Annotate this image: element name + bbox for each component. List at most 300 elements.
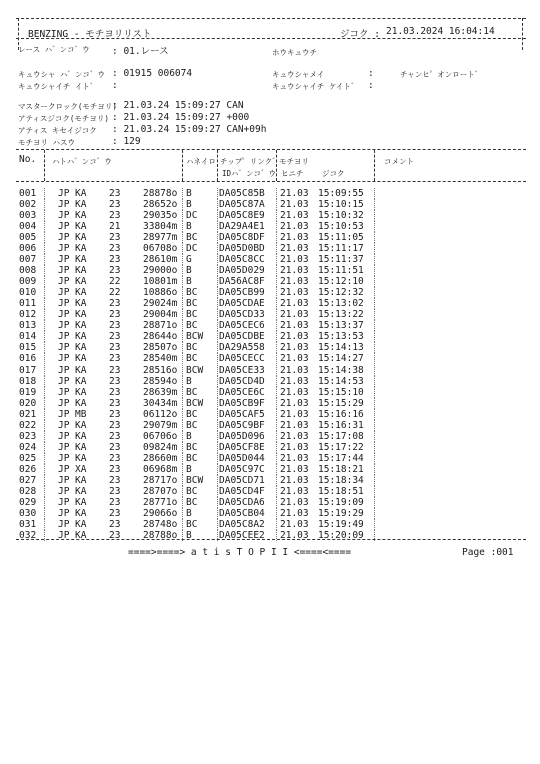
cell-f: BC [186,452,198,464]
member-name-value: チャンヒ゜オンロート゛ [400,70,483,79]
cell-r: KA [75,331,87,343]
cell-id: DA05CE33 [219,364,265,376]
col-sep [44,365,45,376]
cell-id: DA05CD4D [219,375,265,387]
col-sep [44,243,45,254]
col-sep [276,475,277,486]
cell-c: JP [58,276,70,288]
cell-d: 21.03 [280,298,309,310]
cell-t: 15:19:49 [318,518,364,530]
cell-r: KA [75,276,87,288]
table-row [0,409,540,420]
col-sep [217,442,218,453]
cell-id: DA56AC8F [219,276,265,288]
col-sep [374,387,375,398]
cell-id: DA05CEE2 [219,529,265,541]
col-sep [276,265,277,276]
cell-n: 28594o [143,375,178,387]
cell-t: 15:18:21 [318,463,364,475]
cell-y: 23 [109,309,121,321]
table-row [0,342,540,353]
cell-f: BC [186,496,198,508]
cell-d: 21.03 [280,507,309,519]
cell-id: DA05C8E9 [219,210,265,222]
col-sep [217,376,218,387]
col-sep [374,309,375,320]
col-sep [217,150,218,181]
cell-r: KA [75,430,87,442]
cell-y: 23 [109,364,121,376]
cell-c: JP [58,342,70,354]
cell-f: BC [186,419,198,431]
table-row [0,431,540,442]
table-row [0,519,540,530]
col-sep [182,265,183,276]
col-sep [374,320,375,331]
cell-n: 28639m [143,386,178,398]
cell-id: DA05CDBE [219,331,265,343]
cell-id: DA05C97C [219,463,265,475]
col-header-comment: コメント [384,157,414,166]
cell-no: 024 [19,441,37,453]
col-sep [276,309,277,320]
cell-no: 028 [19,485,37,497]
cell-id: DA05CAF5 [219,408,265,420]
longitude-value: : [368,80,374,91]
cell-y: 23 [109,254,121,266]
col-sep [44,320,45,331]
cell-d: 21.03 [280,375,309,387]
cell-t: 15:10:53 [318,221,364,233]
col-sep [374,199,375,210]
col-sep [44,453,45,464]
cell-c: JP [58,364,70,376]
table-row [0,486,540,497]
cell-c: JP [58,430,70,442]
col-sep [374,376,375,387]
col-sep [217,431,218,442]
col-sep [276,464,277,475]
cell-no: 017 [19,364,37,376]
footer-banner: ====>====> a t i s T O P I I <====<==== [128,547,352,558]
cell-c: JP [58,375,70,387]
cell-no: 007 [19,254,37,266]
cell-f: BCW [186,474,204,486]
col-sep [182,254,183,265]
latitude-label: キュウシャイチ イト゛ [18,82,98,91]
col-sep [276,453,277,464]
col-sep [217,353,218,364]
table-row [0,309,540,320]
cell-id: DA05CEC6 [219,320,265,332]
cell-no: 027 [19,474,37,486]
col-sep [44,442,45,453]
cell-c: JP [58,243,70,255]
cell-t: 15:17:22 [318,441,364,453]
cell-d: 21.03 [280,287,309,299]
col-sep [276,398,277,409]
cell-d: 21.03 [280,353,309,365]
col-sep [374,431,375,442]
col-sep [374,243,375,254]
cell-no: 013 [19,320,37,332]
clock-value: : 21.03.24 15:09:27 CAN+09h [112,124,267,135]
race-label: レース ハ゛ンコ゛ウ [18,45,90,54]
cell-t: 15:10:32 [318,210,364,222]
col-sep [182,475,183,486]
cell-r: KA [75,441,87,453]
col-sep [374,486,375,497]
cell-id: DA05C8A2 [219,518,265,530]
table-row [0,508,540,519]
col-sep [217,287,218,298]
print-time-label: ジコク : [340,29,380,40]
col-sep [217,276,218,287]
col-sep [44,188,45,199]
col-sep [44,254,45,265]
release-point-label: ホウキュウチ [272,48,317,57]
cell-c: JP [58,353,70,365]
col-sep [276,409,277,420]
col-sep [182,486,183,497]
col-sep [374,210,375,221]
cell-id: DA05D096 [219,430,265,442]
cell-t: 15:16:31 [318,419,364,431]
cell-no: 001 [19,188,37,199]
cell-no: 009 [19,276,37,288]
col-sep [374,254,375,265]
cell-no: 022 [19,419,37,431]
col-sep [217,210,218,221]
clock-label: モチヨリ ハスウ [18,138,76,147]
col-sep [374,519,375,530]
table-row [0,420,540,431]
cell-no: 003 [19,210,37,222]
col-sep [217,398,218,409]
cell-d: 21.03 [280,243,309,255]
col-sep [276,210,277,221]
cell-y: 23 [109,430,121,442]
cell-r: KA [75,243,87,255]
cell-r: KA [75,309,87,321]
col-sep [217,519,218,530]
col-sep [44,475,45,486]
cell-f: B [186,199,192,210]
cell-c: JP [58,188,70,199]
table-row [0,232,540,243]
cell-d: 21.03 [280,474,309,486]
cell-r: KA [75,419,87,431]
cell-d: 21.03 [280,463,309,475]
cell-r: KA [75,342,87,354]
cell-id: DA05CDAE [219,298,265,310]
print-time-value: 21.03.2024 16:04:14 [386,26,495,37]
cell-y: 23 [109,298,121,310]
col-sep [374,475,375,486]
col-sep [276,276,277,287]
cell-y: 23 [109,419,121,431]
col-sep [44,150,45,181]
cell-n: 28771o [143,496,178,508]
cell-n: 29079m [143,419,178,431]
cell-d: 21.03 [280,276,309,288]
cell-id: DA05CDA6 [219,496,265,508]
col-sep [44,398,45,409]
col-sep [182,309,183,320]
cell-d: 21.03 [280,265,309,277]
table-row [0,398,540,409]
col-sep [276,376,277,387]
cell-t: 15:15:29 [318,397,364,409]
cell-no: 026 [19,463,37,475]
col-sep [217,331,218,342]
cell-f: BC [186,485,198,497]
col-sep [44,298,45,309]
cell-y: 23 [109,265,121,277]
col-sep [44,519,45,530]
cell-f: B [186,221,192,233]
cell-y: 23 [109,199,121,210]
col-sep [374,298,375,309]
cell-r: KA [75,254,87,266]
cell-y: 23 [109,485,121,497]
cell-f: BC [186,518,198,530]
cell-d: 21.03 [280,254,309,266]
cell-n: 29000o [143,265,178,277]
cell-c: JP [58,265,70,277]
cell-t: 15:11:05 [318,232,364,244]
cell-id: DA05C9BF [219,419,265,431]
col-sep [182,287,183,298]
table-row [0,254,540,265]
cell-d: 21.03 [280,496,309,508]
cell-y: 21 [109,221,121,233]
cell-r: KA [75,375,87,387]
col-sep [217,365,218,376]
cell-id: DA05C85B [219,188,265,199]
cell-no: 005 [19,232,37,244]
cell-c: JP [58,232,70,244]
table-row [0,287,540,298]
cell-n: 06968m [143,463,178,475]
table-row [0,265,540,276]
cell-c: JP [58,452,70,464]
col-sep [182,353,183,364]
col-header-time: ジコク [322,169,345,178]
col-sep [374,188,375,199]
cell-c: JP [58,518,70,530]
member-number-value: : 01915 006074 [112,68,193,79]
cell-d: 21.03 [280,452,309,464]
col-sep [217,254,218,265]
cell-id: DA05C8CC [219,254,265,266]
cell-d: 21.03 [280,342,309,354]
table-row [0,210,540,221]
col-sep [217,475,218,486]
cell-y: 23 [109,518,121,530]
col-sep [44,497,45,508]
col-sep [44,431,45,442]
cell-no: 006 [19,243,37,255]
col-sep [182,276,183,287]
col-sep [217,320,218,331]
col-sep [276,287,277,298]
cell-y: 23 [109,188,121,199]
cell-r: KA [75,518,87,530]
cell-r: KA [75,353,87,365]
cell-f: B [186,507,192,519]
cell-id: DA05C87A [219,199,265,210]
cell-d: 21.03 [280,188,309,199]
col-sep [217,508,218,519]
col-sep [44,486,45,497]
cell-y: 22 [109,276,121,288]
col-sep [374,409,375,420]
cell-n: 28540m [143,353,178,365]
table-row [0,464,540,475]
col-sep [276,243,277,254]
col-sep [182,232,183,243]
cell-f: B [186,375,192,387]
cell-c: JP [58,309,70,321]
col-sep [276,232,277,243]
col-sep [182,331,183,342]
cell-c: JP [58,408,70,420]
cell-t: 15:17:44 [318,452,364,464]
cell-y: 23 [109,397,121,409]
cell-y: 23 [109,232,121,244]
cell-f: B [186,463,192,475]
cell-t: 15:10:15 [318,199,364,210]
cell-t: 15:11:17 [318,243,364,255]
table-row [0,376,540,387]
cell-d: 21.03 [280,430,309,442]
col-sep [217,188,218,199]
col-sep [182,376,183,387]
cell-n: 28644o [143,331,178,343]
col-sep [374,232,375,243]
cell-c: JP [58,331,70,343]
cell-y: 23 [109,474,121,486]
cell-d: 21.03 [280,397,309,409]
cell-n: 28707o [143,485,178,497]
cell-f: B [186,276,192,288]
cell-id: DA05D029 [219,265,265,277]
table-row [0,199,540,210]
cell-d: 21.03 [280,386,309,398]
cell-n: 28652o [143,199,178,210]
col-sep [217,497,218,508]
cell-f: B [186,265,192,277]
cell-t: 15:20:09 [318,529,364,541]
col-sep [374,442,375,453]
cell-t: 15:11:37 [318,254,364,266]
col-sep [276,342,277,353]
cell-n: 28878o [143,188,178,199]
cell-y: 23 [109,408,121,420]
clock-label: アティスジコク(モチヨリ) [18,114,109,123]
clock-label: アティス キセイジコク [18,126,97,135]
cell-y: 23 [109,210,121,222]
table-row [0,331,540,342]
table-row [0,387,540,398]
cell-f: BC [186,232,198,244]
cell-no: 020 [19,397,37,409]
header-bottom-rule [16,38,526,39]
cell-f: BCW [186,364,204,376]
col-sep [374,464,375,475]
col-sep [276,331,277,342]
cell-n: 29004m [143,309,178,321]
col-header-feather: ハネイロ [186,157,216,166]
cell-n: 10801m [143,276,178,288]
col-sep [44,276,45,287]
cell-c: JP [58,496,70,508]
latitude-value: : [112,80,118,91]
col-sep [276,199,277,210]
col-sep [217,265,218,276]
cell-n: 30434m [143,397,178,409]
cell-d: 21.03 [280,221,309,233]
cell-y: 23 [109,375,121,387]
col-sep [217,342,218,353]
col-sep [374,265,375,276]
cell-f: BC [186,342,198,354]
cell-r: KA [75,496,87,508]
col-sep [44,342,45,353]
cell-f: BC [186,441,198,453]
col-sep [374,287,375,298]
cell-y: 23 [109,243,121,255]
cell-no: 015 [19,342,37,354]
cell-no: 014 [19,331,37,343]
cell-f: BC [186,298,198,310]
cell-no: 029 [19,496,37,508]
member-number-label: キュウシャ ハ゛ンコ゛ウ [18,70,105,79]
cell-f: BC [186,353,198,365]
col-sep [182,150,183,181]
col-sep [374,276,375,287]
cell-r: KA [75,320,87,332]
cell-no: 016 [19,353,37,365]
cell-id: DA29A558 [219,342,265,354]
cell-t: 15:18:51 [318,485,364,497]
cell-no: 008 [19,265,37,277]
cell-f: BC [186,408,198,420]
col-sep [374,353,375,364]
cell-d: 21.03 [280,419,309,431]
cell-id: DA05CD71 [219,474,265,486]
col-sep [217,298,218,309]
col-sep [276,298,277,309]
cell-t: 15:16:16 [318,408,364,420]
cell-c: JP [58,397,70,409]
cell-t: 15:19:09 [318,496,364,508]
col-sep [276,431,277,442]
col-sep [374,150,375,181]
column-header-top-rule [16,149,526,150]
cell-t: 15:12:32 [318,287,364,299]
clock-label: マスタークロック(モチヨリ) [18,102,117,111]
cell-id: DA05CD33 [219,309,265,321]
cell-c: JP [58,254,70,266]
cell-no: 004 [19,221,37,233]
col-sep [44,331,45,342]
col-sep [182,398,183,409]
top-rule [16,18,526,19]
member-name-label: キュウシャメイ [272,70,325,79]
cell-t: 15:14:38 [318,364,364,376]
